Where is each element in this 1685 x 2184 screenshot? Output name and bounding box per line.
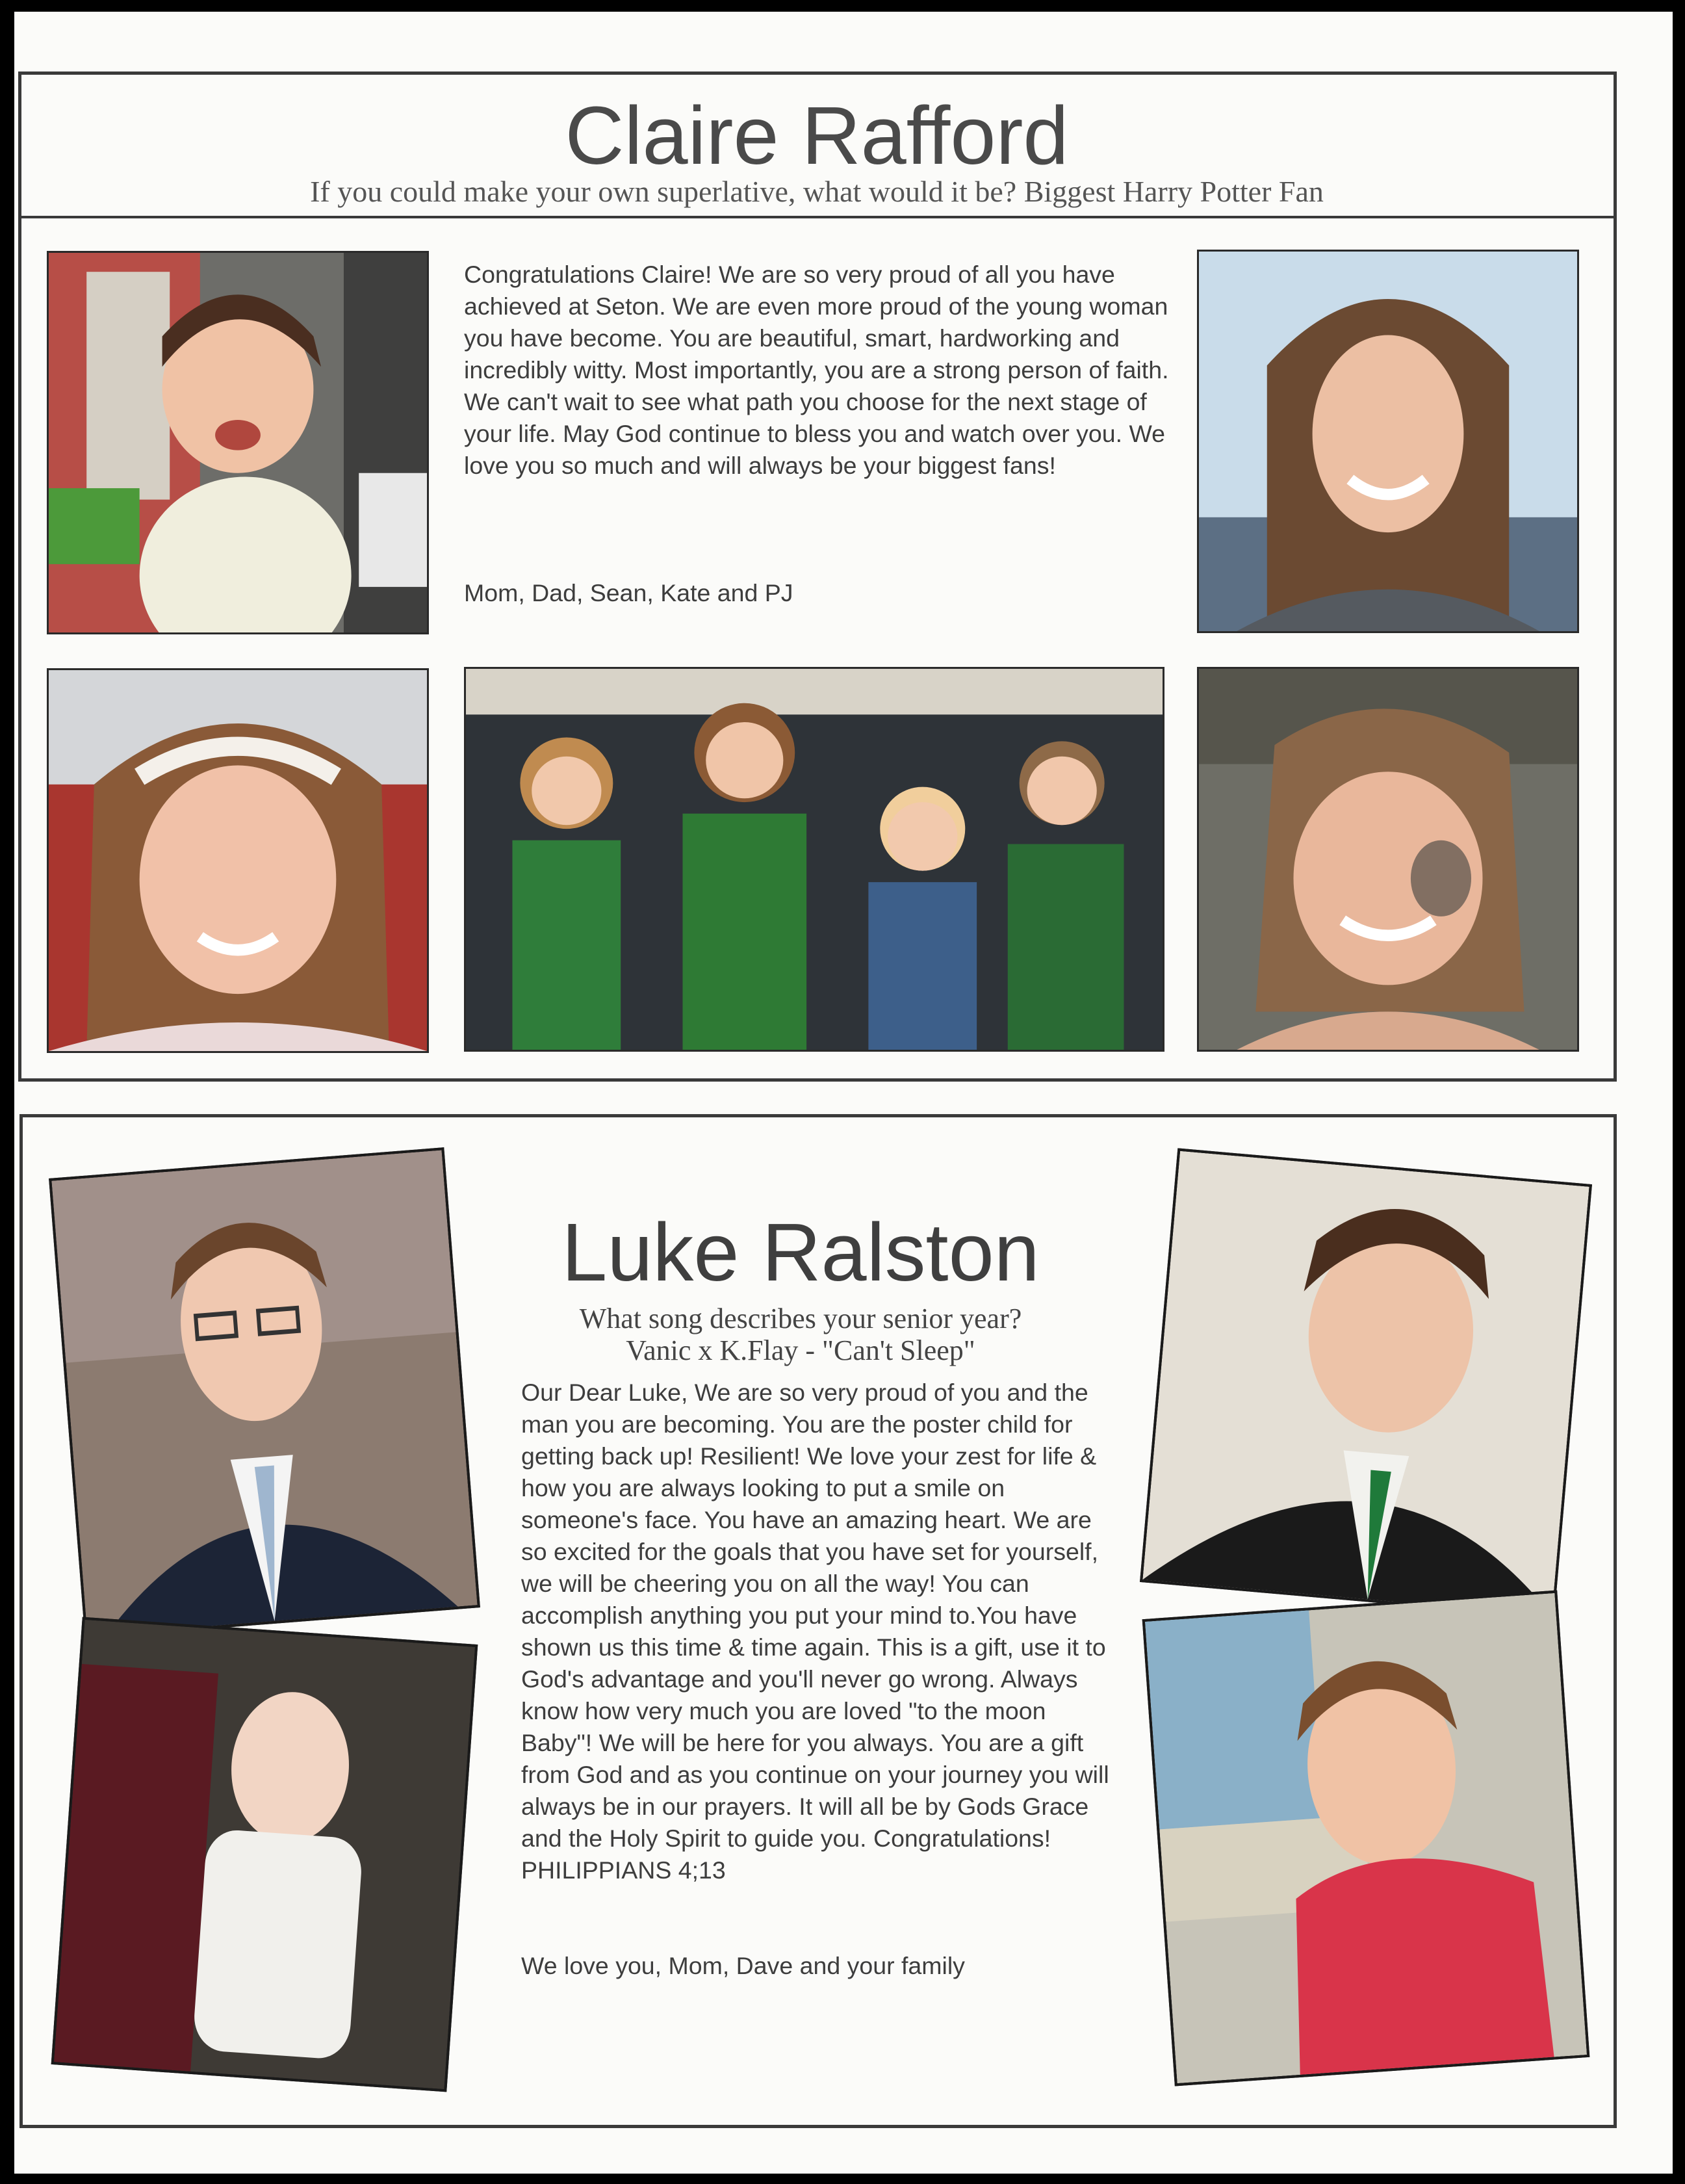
claire-name: Claire Rafford <box>565 90 1069 181</box>
claire-child-photo <box>47 668 429 1053</box>
luke-song: Vanic x K.Flay - "Can't Sleep" <box>626 1334 975 1366</box>
luke-message: Our Dear Luke, We are so very proud of you and the man you are becoming. You are the poster child for getting back up! Resilient! We love your zest for life & how you are always looking to put a smile on someone's face. You have an amazing heart. We are so excited for the goals that you have set for yourself, we will be cheering you on all the way! You can accomplish anything you put your mind to.You have shown us this time & time again. This is a gift, use it to God's advantage and you'll never go wrong. Always know how very much you are loved "to the moon Baby"! We will be here for you always. You are a gift from God and as you continue on your journey you will always be in our prayers. It will all be by Gods Grace and the Holy Spirit to guide you. Congratulations! PHILIPPIANS 4;13 <box>521 1379 1109 1884</box>
luke-senior-photo <box>49 1147 480 1639</box>
claire-siblings-photo <box>464 667 1164 1052</box>
claire-signature: Mom, Dad, Sean, Kate and PJ <box>464 579 793 606</box>
claire-baby-photo <box>47 251 429 634</box>
luke-boat-photo <box>1142 1591 1590 2086</box>
luke-formal-photo <box>1140 1148 1592 1618</box>
claire-title-divider <box>18 216 1617 218</box>
luke-baby-photo <box>51 1617 478 2092</box>
yearbook-page <box>14 12 1673 2174</box>
luke-name: Luke Ralston <box>561 1206 1040 1298</box>
claire-message: Congratulations Claire! We are so very proud of all you have achieved at Seton. We are even more proud of the young woman you have become. You are beautiful, smart, hardworking and incredibly witty. Most importantly, you are a strong person of faith. We can't wait to see what path you choose for the next stage of your life. May God continue to bless you and watch over you. We love you so much and will always be your biggest fans! <box>464 261 1169 479</box>
claire-superlative: If you could make your own superlative, what would it be? Biggest Harry Potter Fan <box>310 175 1324 208</box>
luke-signature: We love you, Mom, Dave and your family <box>521 1952 965 1979</box>
claire-teen-photo <box>1197 250 1579 633</box>
luke-song-question: What song describes your senior year? <box>579 1303 1022 1334</box>
claire-beach-photo <box>1197 667 1579 1052</box>
